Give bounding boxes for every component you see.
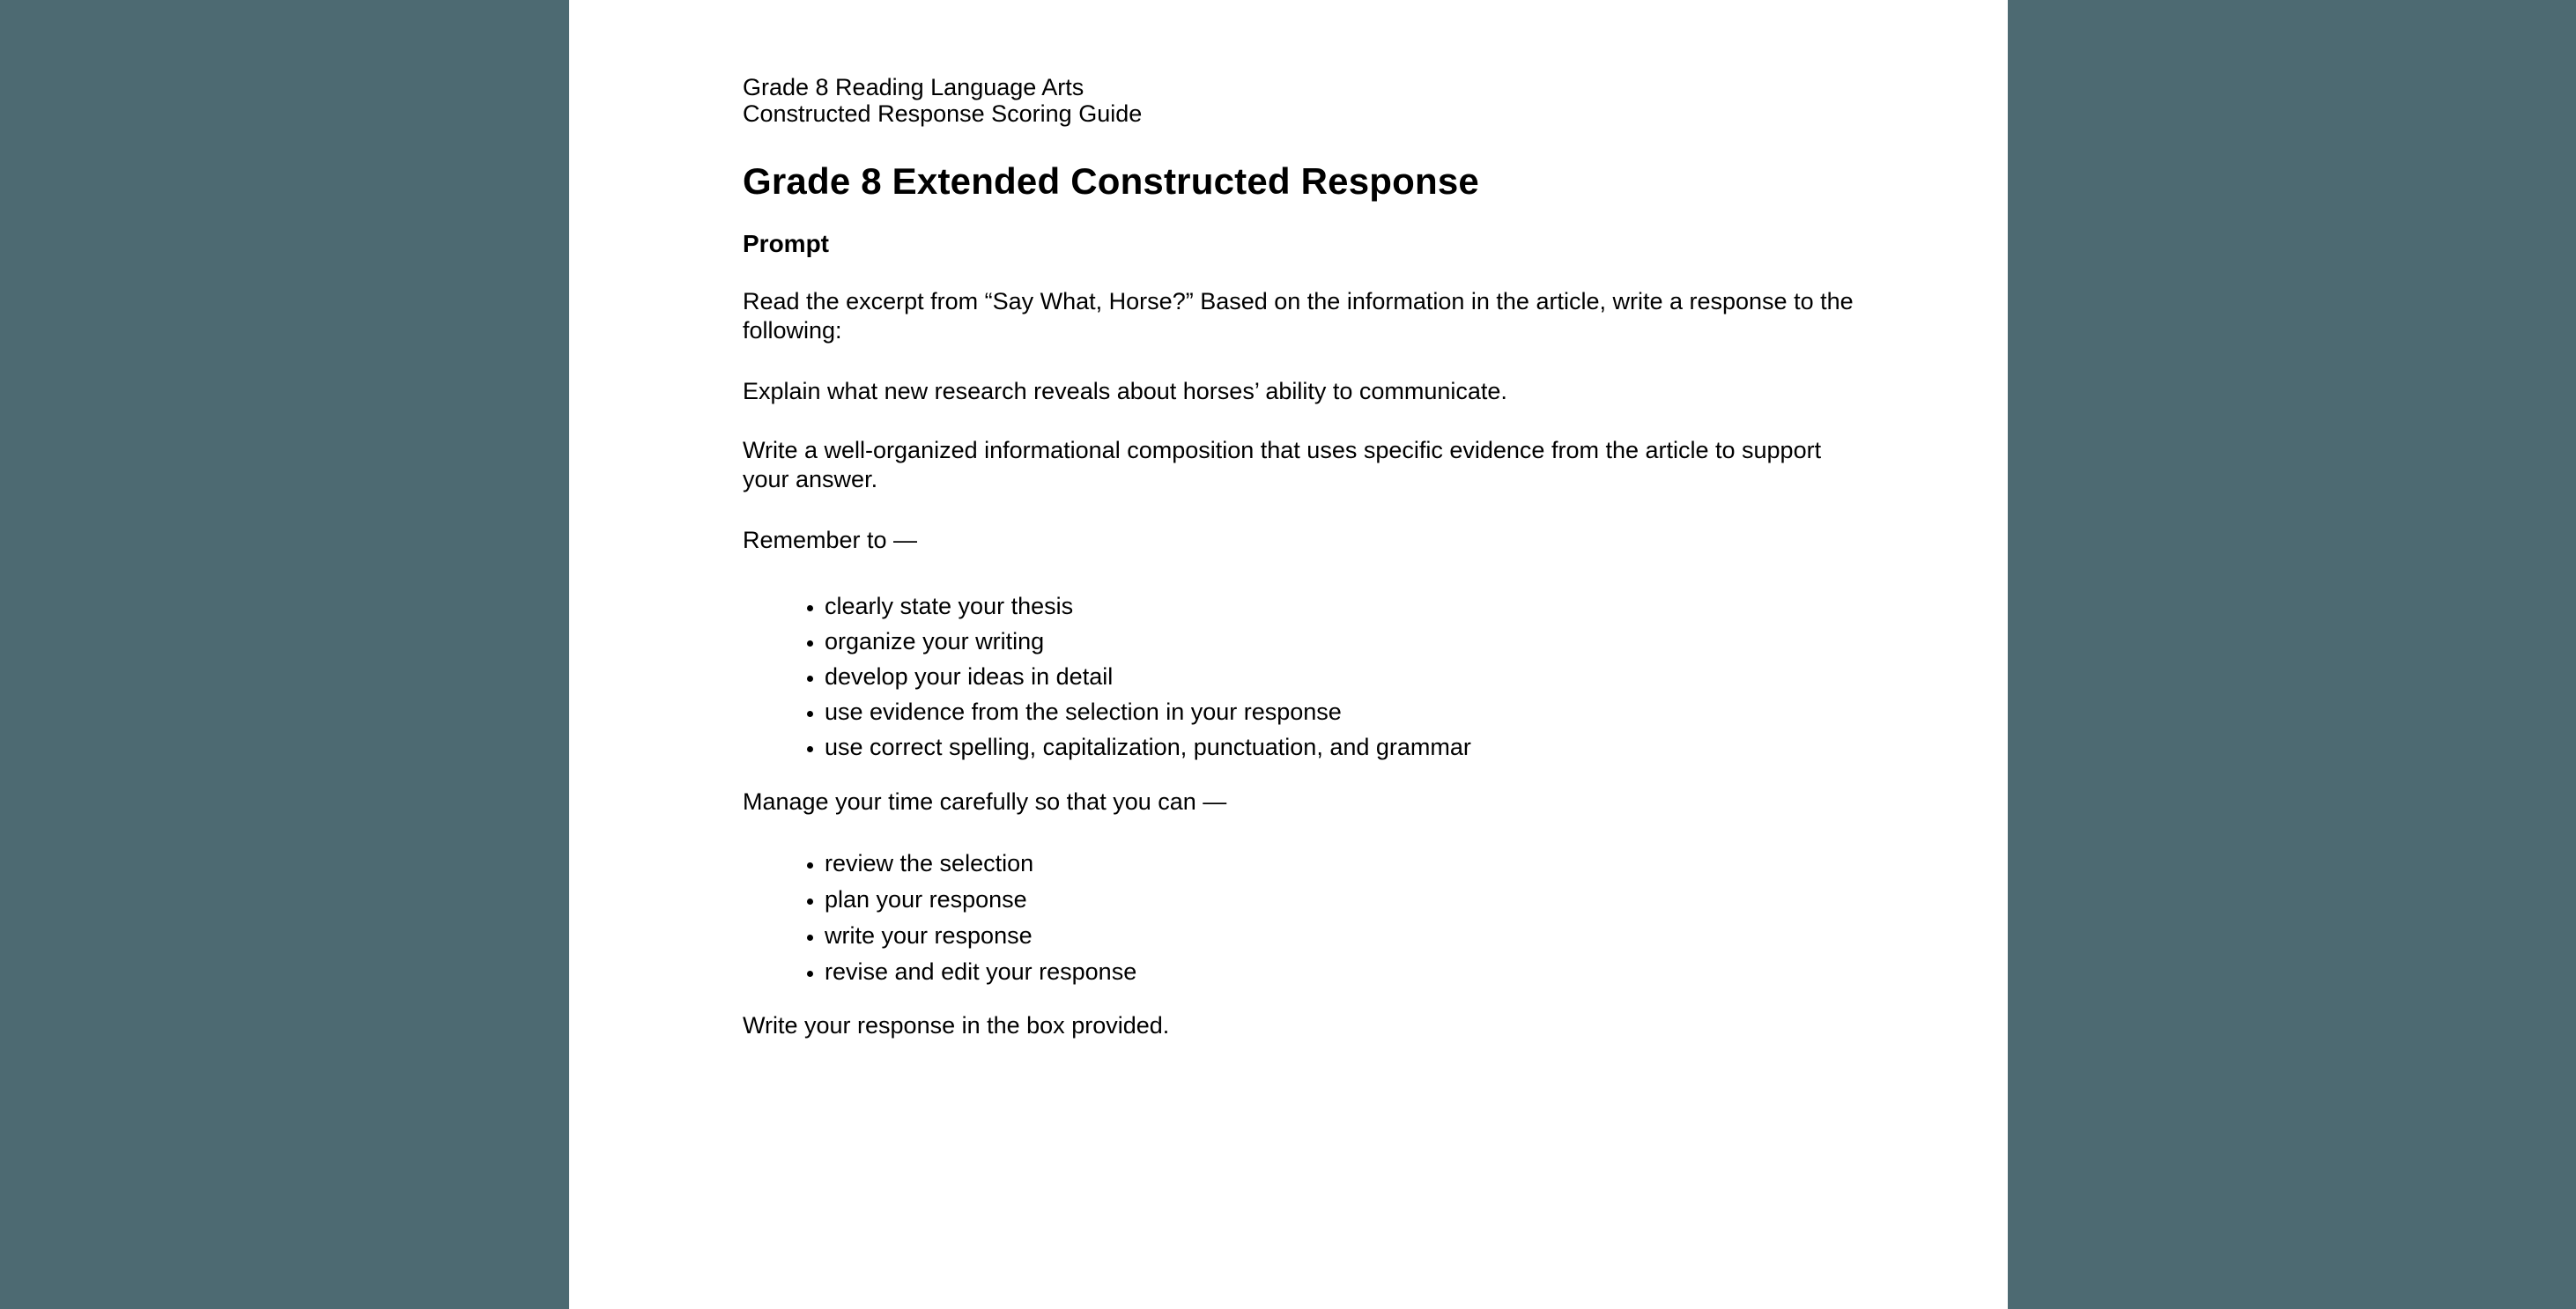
document-header [743,74,1884,127]
remember-heading: Remember to — [743,527,918,553]
remember-list [743,588,1884,765]
composition-paragraph: Write a well-organized informational composition that uses specific evidence from the article to support your answer. [743,437,1822,492]
list-item: • use correct spelling, capitalization, punctuation, and grammar [825,729,1884,765]
list-item: • write your response [825,918,1884,954]
document-content [569,0,2008,1040]
header-subject-line: Grade 8 Reading Language Arts [743,74,1084,100]
list-item: • review the selection [825,846,1884,882]
list-item: • clearly state your thesis [825,588,1884,624]
manage-list [743,846,1884,990]
intro-paragraph: Read the excerpt from “Say What, Horse?” Based on the information in the article, write a response to the following: [743,288,1854,344]
manage-heading: Manage your time carefully so that you can — [743,788,1227,815]
header-guide-line: Constructed Response Scoring Guide [743,100,1143,127]
list-item: • plan your response [825,882,1884,918]
explain-paragraph: Explain what new research reveals about horses’ ability to communicate. [743,378,1507,404]
list-item: • develop your ideas in detail [825,659,1884,694]
list-item: • organize your writing [825,624,1884,659]
list-item: • use evidence from the selection in your response [825,694,1884,729]
closing-line: Write your response in the box provided. [743,1012,1170,1039]
document-page [569,0,2008,1309]
list-item: • revise and edit your response [825,954,1884,990]
prompt-label: Prompt [743,230,829,257]
page-title: Grade 8 Extended Constructed Response [743,160,1479,202]
